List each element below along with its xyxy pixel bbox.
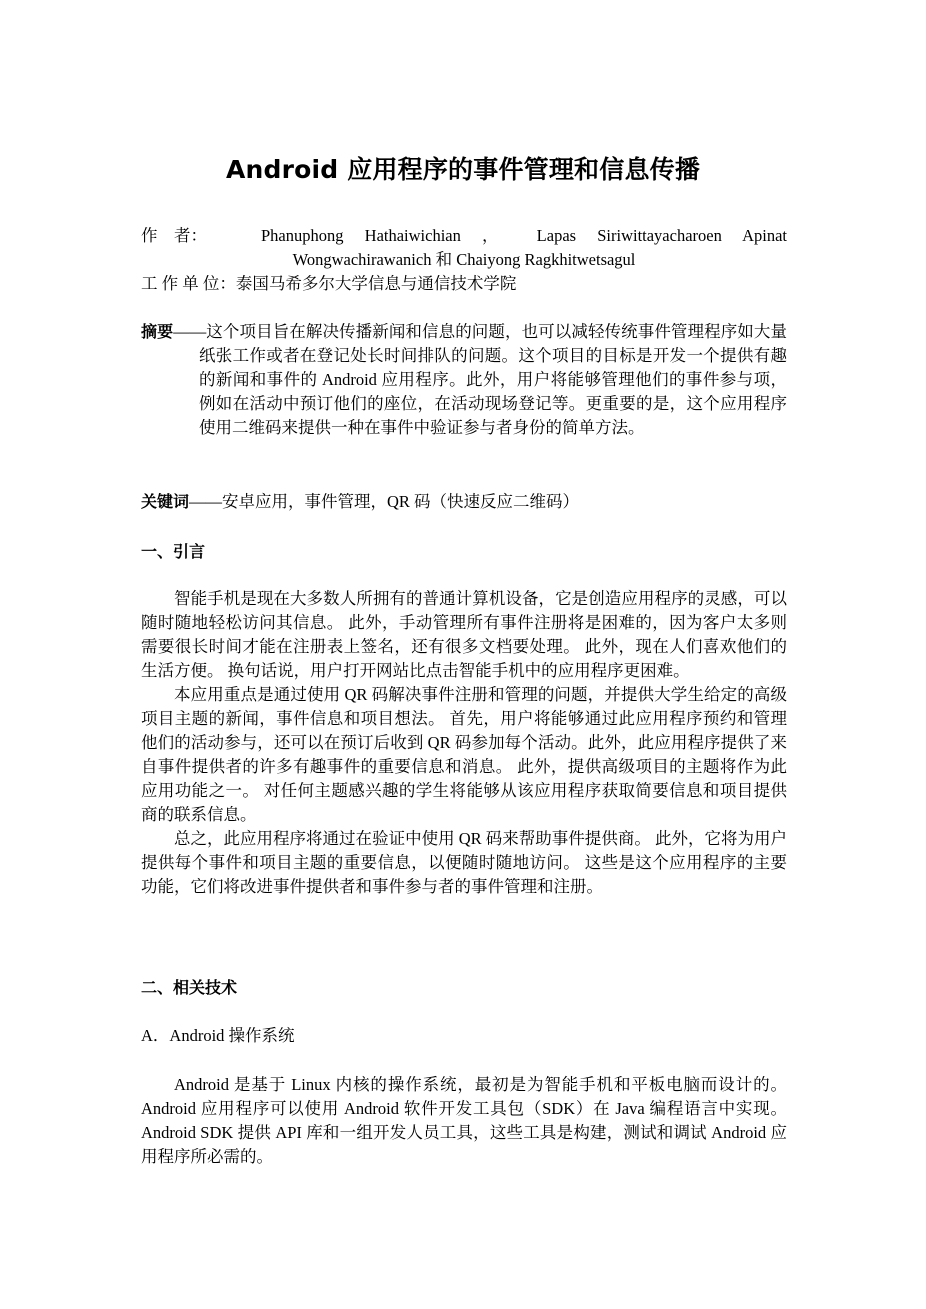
- author-names-line2: Wongwachirawanich 和 Chaiyong Ragkhitwetsagul: [292, 250, 636, 269]
- authors-label: 作 者：: [141, 226, 207, 245]
- section2-body: [141, 1073, 787, 1169]
- keywords-text: ——安卓应用，事件管理，QR 码（快速反应二维码）: [189, 492, 580, 511]
- affiliation-row: [141, 272, 787, 296]
- section2-subheading: A．Android 操作系统: [141, 1026, 295, 1045]
- author-names-line1: Phanuphong Hathaiwichian ， Lapas Siriwittayacharoen Apinat: [261, 226, 787, 245]
- section1-body: [141, 587, 787, 899]
- abstract-paragraph: [141, 320, 787, 440]
- keywords-label: 关键词: [141, 492, 190, 511]
- section2-heading: 二、相关技术: [141, 978, 238, 997]
- section1-paragraph-1: 智能手机是现在大多数人所拥有的普通计算机设备，它是创造应用程序的灵感，可以随时随地轻松访问其信息。 此外，手动管理所有事件注册将是困难的，因为客户太多则需要很长时间才能在注册表上签名，还有很多文档要处理。 此外，现在人们喜欢他们的生活方便。 换句话说，用户打开网站比点击智能手机中的应用程序更困难。: [141, 589, 787, 680]
- author-row: [141, 224, 787, 248]
- abstract-block: [141, 320, 787, 440]
- section2-paragraph-1: Android 是基于 Linux 内核的操作系统，最初是为智能手机和平板电脑而设计的。 Android 应用程序可以使用 Android 软件开发工具包（SDK）在 Java 编程语言中实现。 Android SDK 提供 API 库和一组开发人员工具，这些工具是构建，测试和调试 Android 应用程序所必需的。: [141, 1075, 787, 1166]
- author-block: [141, 224, 787, 296]
- abstract-label: 摘要: [141, 322, 174, 341]
- section1-heading: 一、引言: [141, 542, 206, 561]
- affiliation-label: 工 作 单 位：: [141, 274, 236, 293]
- keywords-block: [141, 490, 787, 514]
- section1-paragraph-2: 本应用重点是通过使用 QR 码解决事件注册和管理的问题，并提供大学生给定的高级项目主题的新闻，事件信息和项目想法。 首先，用户将能够通过此应用程序预约和管理他们的活动参与，还可以在预订后收到 QR 码参加每个活动。此外，此应用程序提供了来自事件提供者的许多有趣事件的重要信息和消息。 此外，提供高级项目的主题将作为此应用功能之一。 对任何主题感兴趣的学生将能够从该应用程序获取简要信息和项目提供商的联系信息。: [141, 685, 787, 824]
- section1-paragraph-3: 总之，此应用程序将通过在验证中使用 QR 码来帮助事件提供商。 此外，它将为用户提供每个事件和项目主题的重要信息，以便随时随地访问。 这些是这个应用程序的主要功能，它们将改进事件提供者和事件参与者的事件管理和注册。: [141, 829, 787, 896]
- paper-title: Android 应用程序的事件管理和信息传播: [225, 155, 701, 184]
- abstract-text: ——这个项目旨在解决传播新闻和信息的问题，也可以减轻传统事件管理程序如大量纸张工作或者在登记处长时间排队的问题。这个项目的目标是开发一个提供有趣的新闻和事件的 Android 应用程序。此外，用户将能够管理他们的事件参与项，例如在活动中预订他们的座位，在活动现场登记等。更重要的是，这个应用程序使用二维码来提供一种在事件中验证参与者身份的简单方法。: [173, 322, 787, 437]
- affiliation-value: 泰国马希多尔大学信息与通信技术学院: [235, 274, 517, 293]
